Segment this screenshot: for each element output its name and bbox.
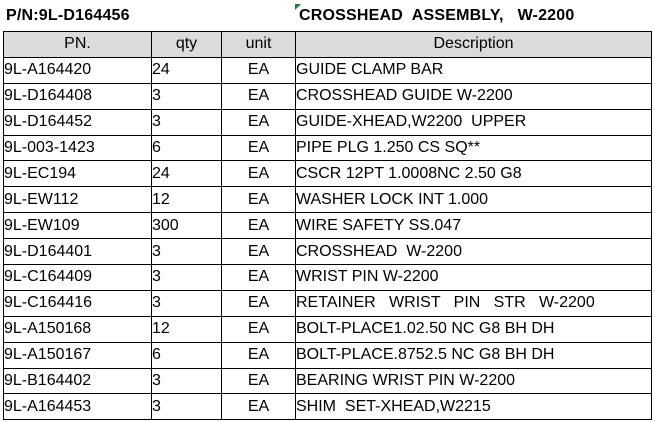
- cell-pn[interactable]: 9L-EW112: [4, 187, 152, 213]
- cell-unit[interactable]: EA: [222, 83, 296, 109]
- table-row: [4, 368, 652, 394]
- cell-description[interactable]: WASHER LOCK INT 1.000: [296, 187, 652, 213]
- cell-pn[interactable]: 9L-A150167: [4, 342, 152, 368]
- cell-description[interactable]: WRIST PIN W-2200: [296, 265, 652, 291]
- cell-description[interactable]: CROSSHEAD GUIDE W-2200: [296, 83, 652, 109]
- cell-qty[interactable]: 3: [152, 239, 222, 265]
- cell-qty[interactable]: 3: [152, 394, 222, 420]
- cell-qty[interactable]: 6: [152, 342, 222, 368]
- cell-pn[interactable]: 9L-D164401: [4, 239, 152, 265]
- column-header-qty[interactable]: qty: [152, 32, 222, 58]
- parts-table: [3, 31, 652, 420]
- cell-qty[interactable]: 3: [152, 109, 222, 135]
- cell-description[interactable]: WIRE SAFETY SS.047: [296, 213, 652, 239]
- cell-description[interactable]: RETAINER WRIST PIN STR W-2200: [296, 290, 652, 316]
- cell-pn[interactable]: 9L-C164416: [4, 290, 152, 316]
- cell-pn[interactable]: 9L-EW109: [4, 213, 152, 239]
- cell-qty[interactable]: 3: [152, 290, 222, 316]
- table-row: [4, 290, 652, 316]
- table-row: [4, 394, 652, 420]
- cell-description[interactable]: GUIDE CLAMP BAR: [296, 57, 652, 83]
- cell-qty[interactable]: 300: [152, 213, 222, 239]
- column-header-unit[interactable]: unit: [222, 32, 296, 58]
- column-header-pn[interactable]: PN.: [4, 32, 152, 58]
- cell-pn[interactable]: 9L-003-1423: [4, 135, 152, 161]
- cell-pn[interactable]: 9L-D164408: [4, 83, 152, 109]
- cell-pn[interactable]: 9L-A164420: [4, 57, 152, 83]
- cell-qty[interactable]: 3: [152, 83, 222, 109]
- cell-unit[interactable]: EA: [222, 57, 296, 83]
- cell-unit[interactable]: EA: [222, 265, 296, 291]
- cell-unit[interactable]: EA: [222, 135, 296, 161]
- table-row: [4, 109, 652, 135]
- cell-description[interactable]: CROSSHEAD W-2200: [296, 239, 652, 265]
- table-row: [4, 83, 652, 109]
- cell-unit[interactable]: EA: [222, 394, 296, 420]
- cell-description[interactable]: BOLT-PLACE.8752.5 NC G8 BH DH: [296, 342, 652, 368]
- table-row: [4, 57, 652, 83]
- table-row: [4, 187, 652, 213]
- cell-pn[interactable]: 9L-A150168: [4, 316, 152, 342]
- table-row: [4, 161, 652, 187]
- table-row: [4, 342, 652, 368]
- cell-pn[interactable]: 9L-EC194: [4, 161, 152, 187]
- cell-qty[interactable]: 24: [152, 161, 222, 187]
- assembly-title-cell[interactable]: CROSSHEAD ASSEMBLY, W-2200: [299, 7, 575, 24]
- table-header-row: [4, 32, 652, 58]
- cell-description[interactable]: BEARING WRIST PIN W-2200: [296, 368, 652, 394]
- cell-unit[interactable]: EA: [222, 239, 296, 265]
- cell-unit[interactable]: EA: [222, 368, 296, 394]
- cell-description[interactable]: GUIDE-XHEAD,W2200 UPPER: [296, 109, 652, 135]
- cell-qty[interactable]: 24: [152, 57, 222, 83]
- cell-description[interactable]: CSCR 12PT 1.0008NC 2.50 G8: [296, 161, 652, 187]
- cell-qty[interactable]: 3: [152, 265, 222, 291]
- part-number-cell[interactable]: P/N:9L-D164456: [6, 7, 130, 24]
- table-row: [4, 239, 652, 265]
- cell-pn[interactable]: 9L-B164402: [4, 368, 152, 394]
- cell-unit[interactable]: EA: [222, 213, 296, 239]
- table-row: [4, 265, 652, 291]
- cell-pn[interactable]: 9L-A164453: [4, 394, 152, 420]
- table-body: [4, 57, 652, 419]
- cell-unit[interactable]: EA: [222, 342, 296, 368]
- table-row: [4, 135, 652, 161]
- cell-description[interactable]: BOLT-PLACE1.02.50 NC G8 BH DH: [296, 316, 652, 342]
- cell-qty[interactable]: 6: [152, 135, 222, 161]
- cell-qty[interactable]: 12: [152, 187, 222, 213]
- cell-unit[interactable]: EA: [222, 290, 296, 316]
- column-header-description[interactable]: Description: [296, 32, 652, 58]
- cell-description[interactable]: PIPE PLG 1.250 CS SQ**: [296, 135, 652, 161]
- table-row: [4, 213, 652, 239]
- cell-unit[interactable]: EA: [222, 316, 296, 342]
- cell-unit[interactable]: EA: [222, 109, 296, 135]
- cell-description[interactable]: SHIM SET-XHEAD,W2215: [296, 394, 652, 420]
- cell-qty[interactable]: 3: [152, 368, 222, 394]
- cell-unit[interactable]: EA: [222, 161, 296, 187]
- cell-pn[interactable]: 9L-D164452: [4, 109, 152, 135]
- cell-unit[interactable]: EA: [222, 187, 296, 213]
- table-row: [4, 316, 652, 342]
- cell-qty[interactable]: 12: [152, 316, 222, 342]
- title-row: [0, 0, 652, 32]
- cell-pn[interactable]: 9L-C164409: [4, 265, 152, 291]
